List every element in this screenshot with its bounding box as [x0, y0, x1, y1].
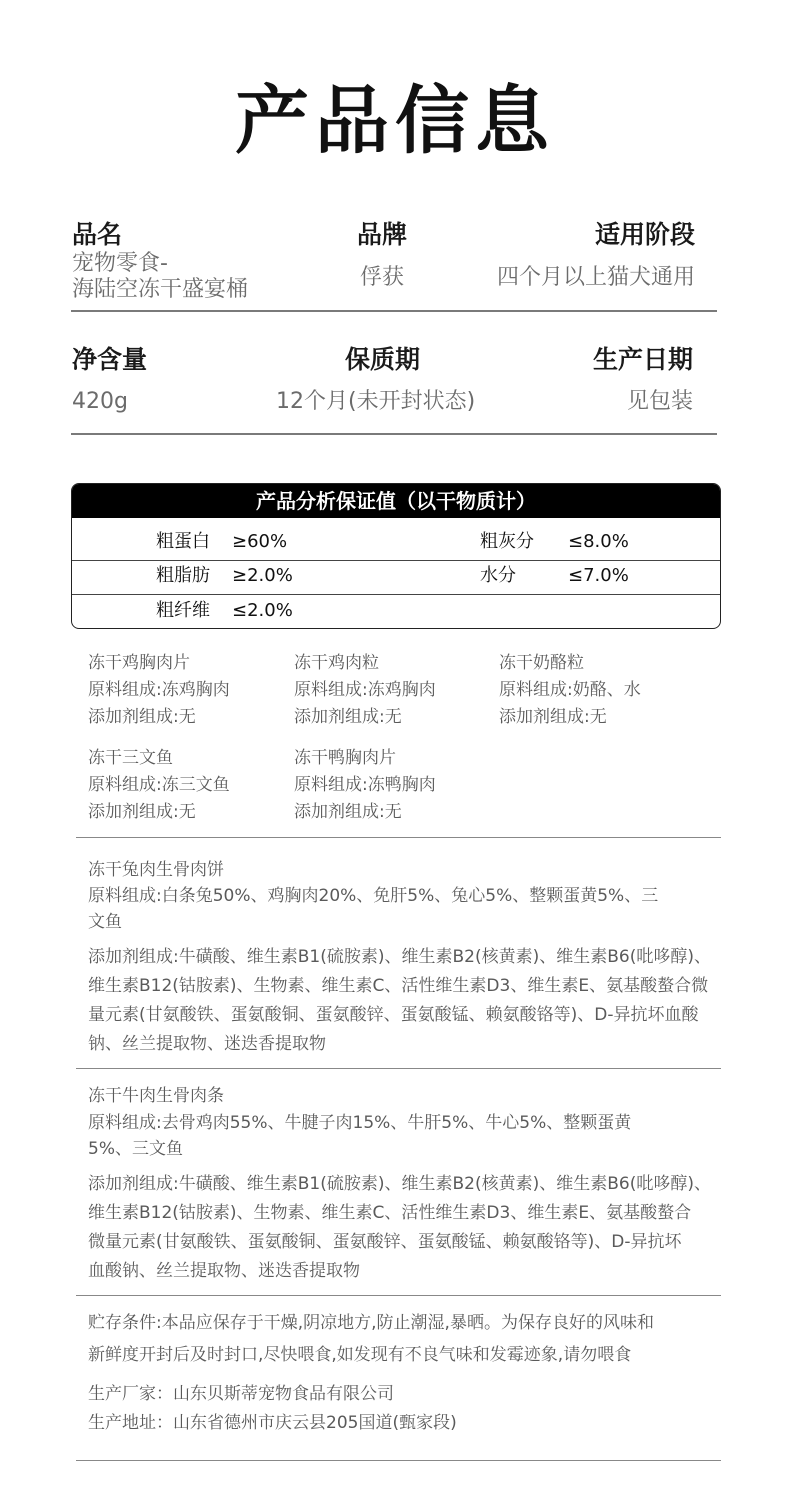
stage-value: 四个月以上猫犬通用	[496, 265, 695, 290]
product-name: 冻干奶酪粒	[499, 653, 584, 673]
shelf-life-value: 12个月(未开封状态)	[276, 389, 476, 414]
rabbit-cake-additive-line: 添加剂组成:牛磺酸、维生素B1(硫胺素)、维生素B2(核黄素)、维生素B6(吡哆醇)、	[88, 947, 711, 967]
beef-strip-additive-line: 维生素B12(钴胺素)、生物素、维生素C、活性维生素D3、维生素E、氨基酸螯合	[88, 1203, 692, 1223]
moisture-label: 水分	[480, 565, 516, 586]
divider	[76, 1295, 721, 1296]
crude-protein-value: ≥60%	[232, 531, 288, 552]
moisture-value: ≤7.0%	[568, 565, 629, 586]
product-name-value-line1: 宠物零食-	[72, 251, 168, 276]
net-content-value: 420g	[72, 389, 128, 414]
shelf-life-label: 保质期	[345, 345, 421, 374]
page-title: 产品信息	[235, 78, 555, 164]
divider	[76, 1460, 721, 1461]
product-additive: 添加剂组成:无	[499, 707, 607, 727]
crude-ash-label: 粗灰分	[480, 531, 534, 552]
product-raw: 原料组成:冻三文鱼	[88, 775, 230, 795]
storage-line: 贮存条件:本品应保存于干燥,阴凉地方,防止潮湿,暴晒。为保存良好的风味和	[88, 1313, 654, 1333]
crude-ash-value: ≤8.0%	[568, 531, 629, 552]
beef-strip-raw-line: 5%、三文鱼	[88, 1139, 183, 1159]
divider	[76, 1068, 721, 1069]
product-raw: 原料组成:冻鸭胸肉	[294, 775, 436, 795]
product-name: 冻干鸭胸肉片	[294, 748, 396, 768]
product-name-value-line2: 海陆空冻干盛宴桶	[72, 277, 249, 302]
product-raw: 原料组成:奶酪、水	[499, 680, 641, 700]
beef-strip-additive-line: 微量元素(甘氨酸铁、蛋氨酸铜、蛋氨酸锌、蛋氨酸锰、赖氨酸铬等)、D-异抗坏	[88, 1232, 682, 1252]
product-additive: 添加剂组成:无	[88, 707, 196, 727]
crude-fiber-value: ≤2.0%	[232, 600, 293, 621]
production-date-label: 生产日期	[592, 345, 693, 374]
table-row-divider	[72, 594, 720, 595]
product-name-label: 品名	[72, 220, 123, 249]
crude-protein-label: 粗蛋白	[156, 531, 210, 552]
crude-fat-value: ≥2.0%	[232, 565, 293, 586]
product-raw: 原料组成:冻鸡胸肉	[88, 680, 230, 700]
analysis-table-header: 产品分析保证值（以干物质计）	[72, 484, 720, 518]
beef-strip-raw-line: 原料组成:去骨鸡肉55%、牛腱子肉15%、牛肝5%、牛心5%、整颗蛋黄	[88, 1113, 632, 1133]
rabbit-cake-additive-line: 维生素B12(钴胺素)、生物素、维生素C、活性维生素D3、维生素E、氨基酸螯合微	[88, 976, 709, 996]
product-name: 冻干三文鱼	[88, 748, 173, 768]
crude-fiber-label: 粗纤维	[156, 600, 210, 621]
beef-strip-additive-line: 添加剂组成:牛磺酸、维生素B1(硫胺素)、维生素B2(核黄素)、维生素B6(吡哆醇)、	[88, 1174, 711, 1194]
product-name: 冻干鸡肉粒	[294, 653, 379, 673]
beef-strip-additive-line: 血酸钠、丝兰提取物、迷迭香提取物	[88, 1261, 360, 1281]
factory-text: 生产厂家：山东贝斯蒂宠物食品有限公司	[88, 1384, 394, 1404]
rabbit-cake-raw-line: 文鱼	[88, 912, 122, 932]
divider	[71, 433, 717, 435]
divider	[71, 310, 717, 312]
brand-value: 俘获	[360, 265, 405, 290]
rabbit-cake-additive-line: 钠、丝兰提取物、迷迭香提取物	[88, 1034, 326, 1054]
product-additive: 添加剂组成:无	[294, 802, 402, 822]
product-name: 冻干鸡胸肉片	[88, 653, 190, 673]
product-raw: 原料组成:冻鸡胸肉	[294, 680, 436, 700]
table-row-divider	[72, 560, 720, 561]
storage-line: 新鲜度开封后及时封口,尽快喂食,如发现有不良气味和发霉迹象,请勿喂食	[88, 1345, 632, 1365]
address-text: 生产地址：山东省德州市庆云县205国道(甄家段)	[88, 1413, 457, 1433]
analysis-table	[71, 483, 721, 629]
stage-label: 适用阶段	[594, 220, 695, 249]
rabbit-cake-name: 冻干兔肉生骨肉饼	[88, 860, 224, 880]
rabbit-cake-additive-line: 量元素(甘氨酸铁、蛋氨酸铜、蛋氨酸锌、蛋氨酸锰、赖氨酸铬等)、D-异抗坏血酸	[88, 1005, 699, 1025]
product-additive: 添加剂组成:无	[294, 707, 402, 727]
rabbit-cake-raw-line: 原料组成:白条兔50%、鸡胸肉20%、免肝5%、兔心5%、整颗蛋黄5%、三	[88, 886, 659, 906]
crude-fat-label: 粗脂肪	[156, 565, 210, 586]
net-content-label: 净含量	[72, 345, 148, 374]
beef-strip-name: 冻干牛肉生骨肉条	[88, 1086, 224, 1106]
production-date-value: 见包装	[626, 389, 693, 414]
brand-label: 品牌	[357, 220, 408, 249]
product-additive: 添加剂组成:无	[88, 802, 196, 822]
divider	[76, 837, 721, 838]
